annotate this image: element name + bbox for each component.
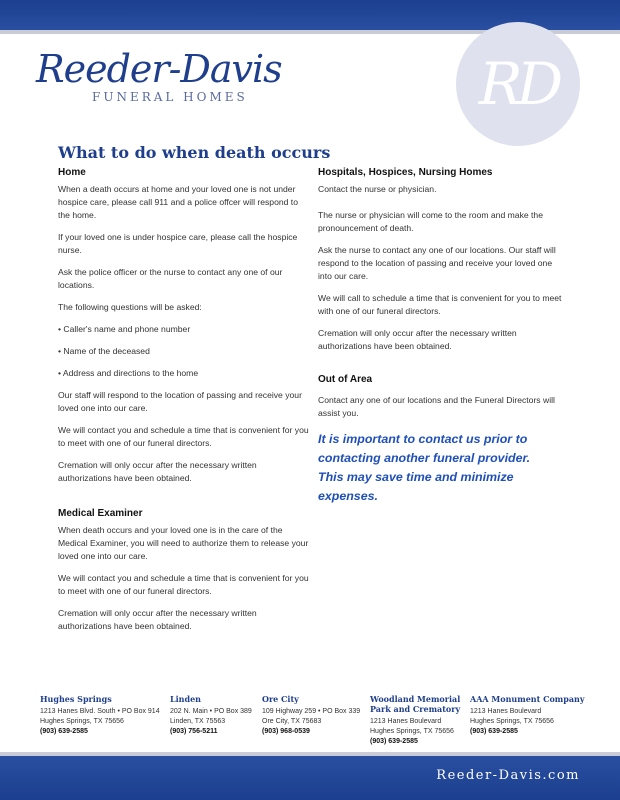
- home-paragraph: Cremation will only occur after the necessary written authorizations have been obtained.: [58, 460, 257, 483]
- callout-line: This may save time and minimize expenses.: [318, 470, 514, 503]
- hospitals-paragraph: We will call to schedule a time that is convenient for you to meet with one of our funeral directors.: [318, 293, 562, 316]
- home-paragraph: We will contact you and schedule a time that is convenient for you to meet with one of our funeral directors.: [58, 425, 309, 448]
- out-of-area-heading: Out of Area: [318, 374, 373, 385]
- home-bullet: • Caller's name and phone number: [58, 324, 191, 334]
- location-city: Hughes Springs, TX 75656: [370, 728, 454, 735]
- location-linden: [170, 694, 258, 737]
- monogram-seal: [456, 22, 580, 146]
- callout-line: It is important to contact us prior to: [318, 432, 528, 446]
- location-city: Hughes Springs, TX 75656: [40, 718, 124, 725]
- location-city: Ore City, TX 75683: [262, 718, 322, 725]
- medical-examiner-paragraph: Cremation will only occur after the necessary written authorizations have been obtained.: [58, 608, 257, 631]
- location-address: 202 N. Main • PO Box 389: [170, 708, 252, 715]
- location-address: 109 Highway 259 • PO Box 339: [262, 708, 361, 715]
- home-bullet: • Address and directions to the home: [58, 368, 199, 378]
- location-name: Ore City: [262, 694, 299, 704]
- home-paragraph: Our staff will respond to the location of passing and receive your loved one into our care.: [58, 390, 302, 413]
- right-column: [318, 166, 568, 506]
- location-address: 1213 Hanes Boulevard: [370, 718, 442, 725]
- hospitals-paragraph: Cremation will only occur after the necessary written authorizations have been obtained.: [318, 328, 517, 351]
- location-city: Hughes Springs, TX 75656: [470, 718, 554, 725]
- hospitals-paragraph: The nurse or physician will come to the room and make the pronouncement of death.: [318, 210, 543, 233]
- left-column: [58, 166, 310, 642]
- location-phone: (903) 639-2585: [470, 728, 518, 735]
- important-callout: [318, 430, 568, 506]
- location-name: Woodland Memorial Park and Crematory: [370, 694, 461, 714]
- location-phone: (903) 756-5211: [170, 728, 218, 735]
- home-bullet: • Name of the deceased: [58, 346, 150, 356]
- location-phone: (903) 968-0539: [262, 728, 310, 735]
- location-address: 1213 Hanes Blvd. South • PO Box 914: [40, 708, 160, 715]
- monogram-letters: RD: [478, 50, 558, 118]
- location-name: Linden: [170, 694, 201, 704]
- medical-examiner-heading: Medical Examiner: [58, 508, 143, 519]
- hospitals-heading: Hospitals, Hospices, Nursing Homes: [318, 167, 493, 178]
- home-paragraph: When a death occurs at home and your loved one is not under hospice care, please call 911 and a police offcer will respond to the home.: [58, 184, 298, 220]
- location-name: Hughes Springs: [40, 694, 112, 704]
- location-phone: (903) 639-2585: [40, 728, 88, 735]
- home-paragraph: If your loved one is under hospice care, please call the hospice nurse.: [58, 232, 298, 255]
- page-title: What to do when death occurs: [58, 143, 331, 162]
- location-hughes-springs: [40, 694, 165, 737]
- home-paragraph: The following questions will be asked:: [58, 302, 202, 312]
- location-name: AAA Monument Company: [470, 694, 585, 704]
- location-address: 1213 Hanes Boulevard: [470, 708, 542, 715]
- website-link[interactable]: Reeder-Davis.com: [436, 768, 580, 783]
- hospitals-paragraph: Ask the nurse to contact any one of our locations. Our staff will respond to the location of passing and receive your loved one into our care.: [318, 245, 556, 281]
- out-of-area-paragraph: Contact any one of our locations and the Funeral Directors will assist you.: [318, 395, 555, 418]
- location-aaa-monument: [470, 694, 600, 737]
- location-woodland-memorial: [370, 694, 466, 747]
- brand-logo-name: Reeder-Davis: [36, 47, 282, 91]
- location-phone: (903) 639-2585: [370, 738, 418, 745]
- location-city: Linden, TX 75563: [170, 718, 226, 725]
- medical-examiner-paragraph: When death occurs and your loved one is in the care of the Medical Examiner, you will need to authorize them to release your loved one into our care.: [58, 525, 309, 561]
- hospitals-paragraph: Contact the nurse or physician.: [318, 184, 437, 194]
- brand-logo-subtitle: FUNERAL HOMES: [92, 90, 248, 104]
- medical-examiner-paragraph: We will contact you and schedule a time that is convenient for you to meet with one of our funeral directors.: [58, 573, 309, 596]
- home-heading: Home: [58, 167, 86, 178]
- location-ore-city: [262, 694, 366, 737]
- callout-line: contacting another funeral provider.: [318, 451, 531, 465]
- home-paragraph: Ask the police officer or the nurse to contact any one of our locations.: [58, 267, 283, 290]
